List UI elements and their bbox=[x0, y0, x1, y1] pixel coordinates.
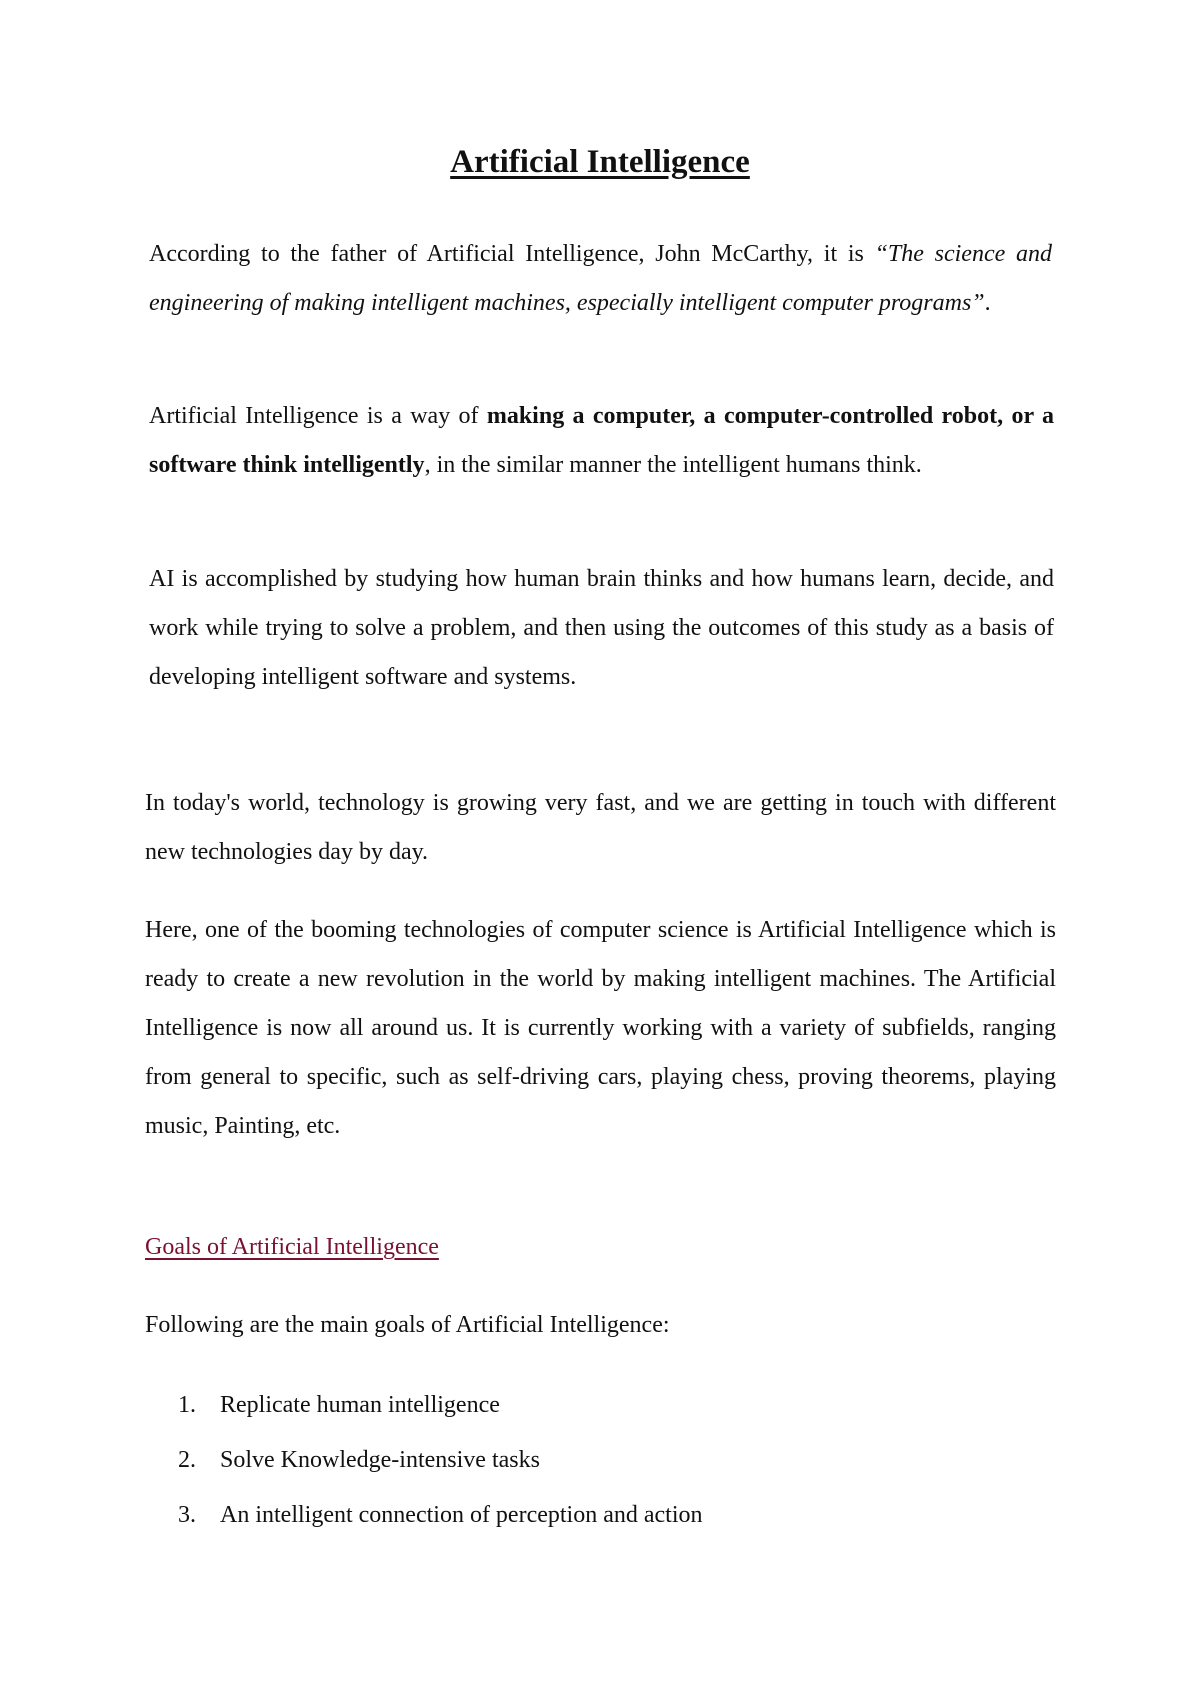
goals-intro: Following are the main goals of Artificial Intelligence: bbox=[145, 1312, 670, 1338]
list-item-number: 2. bbox=[178, 1447, 196, 1473]
document-title: Artificial Intelligence bbox=[450, 144, 750, 180]
paragraph-1-text: According to the father of Artificial Intelligence, John McCarthy, it is bbox=[149, 241, 875, 267]
paragraph-booming-technologies: Here, one of the booming technologies of computer science is Artificial Intelligence which is ready to create a new revolution in the world by making intelligent machines. The Artificial Intelligence is now all around us. It is currently working with a variety of subfields, ranging from general to specific, such as self-driving cars, playing chess, proving theorems, playing music, Painting, etc. bbox=[145, 917, 1056, 1139]
list-item-number: 1. bbox=[178, 1392, 196, 1418]
list-item-number: 3. bbox=[178, 1502, 196, 1528]
paragraph-2-text: Artificial Intelligence is a way of bbox=[149, 403, 487, 429]
list-item bbox=[178, 1385, 703, 1440]
paragraph-1-suffix: . bbox=[984, 290, 991, 316]
list-item-text: An intelligent connection of perception and action bbox=[220, 1502, 703, 1528]
mccarthy-quote: “The science and engineering of making intelligent machines, especially intelligent computer programs” bbox=[149, 241, 1052, 316]
paragraph-2-bold-text: making a computer, a computer-controlled robot, or a software think intelligently bbox=[149, 403, 1054, 478]
paragraph-mccarthy-definition bbox=[149, 230, 1052, 328]
list-item-text: Replicate human intelligence bbox=[220, 1392, 500, 1418]
list-item bbox=[178, 1495, 703, 1550]
list-item-text: Solve Knowledge-intensive tasks bbox=[220, 1447, 540, 1473]
paragraph-ai-accomplished: AI is accomplished by studying how human brain thinks and how humans learn, decide, and work while trying to solve a problem, and then using the outcomes of this study as a basis of developing intelligent software and systems. bbox=[149, 566, 1054, 690]
list-item bbox=[178, 1440, 703, 1495]
paragraph-ai-definition bbox=[149, 392, 1054, 490]
paragraph-todays-world: In today's world, technology is growing very fast, and we are getting in touch with different new technologies day by day. bbox=[145, 790, 1056, 865]
goals-list bbox=[178, 1385, 703, 1550]
goals-heading-link[interactable]: Goals of Artificial Intelligence bbox=[145, 1234, 439, 1260]
paragraph-2-suffix: , in the similar manner the intelligent humans think. bbox=[424, 452, 922, 478]
